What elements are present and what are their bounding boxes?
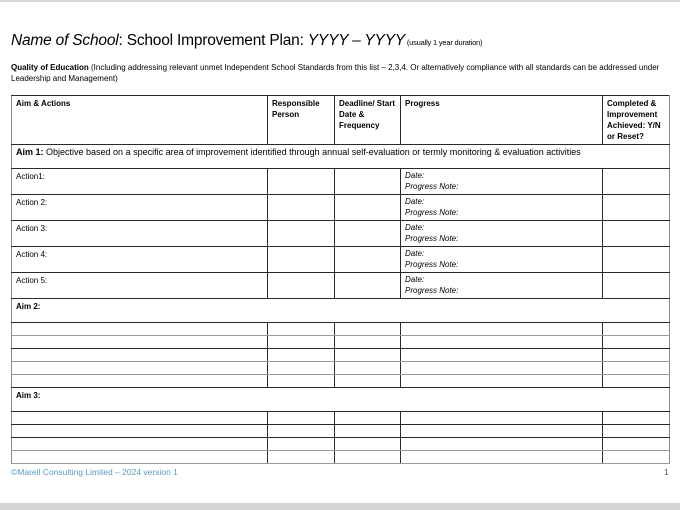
blank-cell[interactable] <box>401 425 603 438</box>
blank-cell[interactable] <box>603 349 670 362</box>
blank-cell[interactable] <box>603 438 670 451</box>
aim-2-cell[interactable]: Aim 2: <box>12 299 670 323</box>
progress-note: Progress Note: <box>405 182 459 191</box>
progress-date: Date: <box>405 249 425 258</box>
progress-cell[interactable] <box>401 273 603 299</box>
improvement-plan-table <box>11 95 670 464</box>
blank-cell[interactable] <box>335 362 401 375</box>
title-text: : School Improvement Plan: <box>118 32 308 49</box>
deadline-cell[interactable] <box>335 273 401 299</box>
progress-date: Date: <box>405 197 425 206</box>
blank-cell[interactable] <box>12 425 268 438</box>
responsible-cell[interactable] <box>268 247 335 273</box>
header-deadline: Deadline/ Start Date & Frequency <box>335 96 401 145</box>
completed-cell[interactable] <box>603 221 670 247</box>
table-header-row <box>12 96 670 145</box>
aim-1-row <box>12 145 670 169</box>
blank-row <box>12 323 670 336</box>
page-number: 1 <box>664 467 669 477</box>
progress-cell[interactable] <box>401 247 603 273</box>
progress-cell[interactable] <box>401 221 603 247</box>
action-row <box>12 273 670 299</box>
blank-row <box>12 412 670 425</box>
action-row <box>12 169 670 195</box>
action-cell[interactable]: Action 4: <box>12 247 268 273</box>
blank-row <box>12 336 670 349</box>
blank-cell[interactable] <box>268 336 335 349</box>
blank-cell[interactable] <box>335 323 401 336</box>
completed-cell[interactable] <box>603 195 670 221</box>
plan-years: YYYY – YYYY <box>307 32 405 49</box>
completed-cell[interactable] <box>603 247 670 273</box>
blank-cell[interactable] <box>335 349 401 362</box>
section-heading: Quality of Education <box>11 63 89 72</box>
deadline-cell[interactable] <box>335 169 401 195</box>
action-cell[interactable]: Action 5: <box>12 273 268 299</box>
aim-1-label: Aim 1: <box>16 147 44 157</box>
aim-3-cell[interactable]: Aim 3: <box>12 388 670 412</box>
blank-cell[interactable] <box>335 375 401 388</box>
progress-note: Progress Note: <box>405 260 459 269</box>
progress-note: Progress Note: <box>405 286 459 295</box>
progress-note: Progress Note: <box>405 234 459 243</box>
blank-cell[interactable] <box>401 451 603 464</box>
action-row <box>12 247 670 273</box>
blank-cell[interactable] <box>401 362 603 375</box>
page-bottom-edge <box>0 503 680 510</box>
blank-cell[interactable] <box>12 336 268 349</box>
responsible-cell[interactable] <box>268 273 335 299</box>
header-completed: Completed & Improvement Achieved: Y/N or Reset? <box>603 96 670 145</box>
aim-1-cell[interactable] <box>12 145 670 169</box>
blank-row <box>12 362 670 375</box>
blank-cell[interactable] <box>603 323 670 336</box>
blank-row <box>12 451 670 464</box>
blank-cell[interactable] <box>335 438 401 451</box>
header-progress: Progress <box>401 96 603 145</box>
aim-2-row <box>12 299 670 323</box>
blank-cell[interactable] <box>12 375 268 388</box>
blank-cell[interactable] <box>401 412 603 425</box>
blank-cell[interactable] <box>268 323 335 336</box>
progress-date: Date: <box>405 171 425 180</box>
blank-cell[interactable] <box>12 412 268 425</box>
blank-cell[interactable] <box>603 336 670 349</box>
blank-cell[interactable] <box>12 323 268 336</box>
blank-row <box>12 438 670 451</box>
school-name: Name of School <box>11 32 119 49</box>
completed-cell[interactable] <box>603 169 670 195</box>
blank-cell[interactable] <box>335 451 401 464</box>
blank-cell[interactable] <box>268 362 335 375</box>
blank-cell[interactable] <box>603 425 670 438</box>
duration-note: (usually 1 year duration) <box>404 38 483 47</box>
deadline-cell[interactable] <box>335 221 401 247</box>
progress-cell[interactable] <box>401 169 603 195</box>
deadline-cell[interactable] <box>335 247 401 273</box>
blank-cell[interactable] <box>335 412 401 425</box>
blank-cell[interactable] <box>603 451 670 464</box>
aim-3-row <box>12 388 670 412</box>
blank-cell[interactable] <box>401 349 603 362</box>
deadline-cell[interactable] <box>335 195 401 221</box>
blank-cell[interactable] <box>268 451 335 464</box>
blank-row <box>12 375 670 388</box>
blank-cell[interactable] <box>268 349 335 362</box>
blank-cell[interactable] <box>268 438 335 451</box>
action-cell[interactable]: Action1: <box>12 169 268 195</box>
blank-row <box>12 349 670 362</box>
blank-cell[interactable] <box>335 336 401 349</box>
section-intro <box>11 62 666 84</box>
aim-1-text: Objective based on a specific area of improvement identified through annual self-evaluation or termly monitoring & evaluation activities <box>43 147 581 157</box>
blank-cell[interactable] <box>401 375 603 388</box>
blank-cell[interactable] <box>12 451 268 464</box>
action-cell[interactable]: Action 2: <box>12 195 268 221</box>
section-description: (Including addressing relevant unmet Independent School Standards from this list – 2,3,4. Or alternatively compliance with all standards can be addressed under Leadership and Management) <box>11 63 660 83</box>
progress-date: Date: <box>405 223 425 232</box>
blank-cell[interactable] <box>268 425 335 438</box>
page-title <box>11 32 482 50</box>
header-responsible-person: Responsible Person <box>268 96 335 145</box>
responsible-cell[interactable] <box>268 169 335 195</box>
action-row <box>12 221 670 247</box>
blank-cell[interactable] <box>401 323 603 336</box>
progress-note: Progress Note: <box>405 208 459 217</box>
action-row <box>12 195 670 221</box>
page-top-edge <box>0 0 680 2</box>
progress-date: Date: <box>405 275 425 284</box>
blank-cell[interactable] <box>12 349 268 362</box>
responsible-cell[interactable] <box>268 195 335 221</box>
blank-cell[interactable] <box>603 375 670 388</box>
progress-cell[interactable] <box>401 195 603 221</box>
blank-cell[interactable] <box>268 375 335 388</box>
blank-cell[interactable] <box>12 362 268 375</box>
completed-cell[interactable] <box>603 273 670 299</box>
blank-cell[interactable] <box>401 438 603 451</box>
header-aim-actions: Aim & Actions <box>12 96 268 145</box>
blank-cell[interactable] <box>401 336 603 349</box>
blank-cell[interactable] <box>12 438 268 451</box>
blank-cell[interactable] <box>268 412 335 425</box>
blank-row <box>12 425 670 438</box>
blank-cell[interactable] <box>603 362 670 375</box>
blank-cell[interactable] <box>335 425 401 438</box>
blank-cell[interactable] <box>603 412 670 425</box>
action-cell[interactable]: Action 3: <box>12 221 268 247</box>
responsible-cell[interactable] <box>268 221 335 247</box>
footer-copyright: ©Marell Consulting Limited – 2024 version 1 <box>11 467 178 477</box>
